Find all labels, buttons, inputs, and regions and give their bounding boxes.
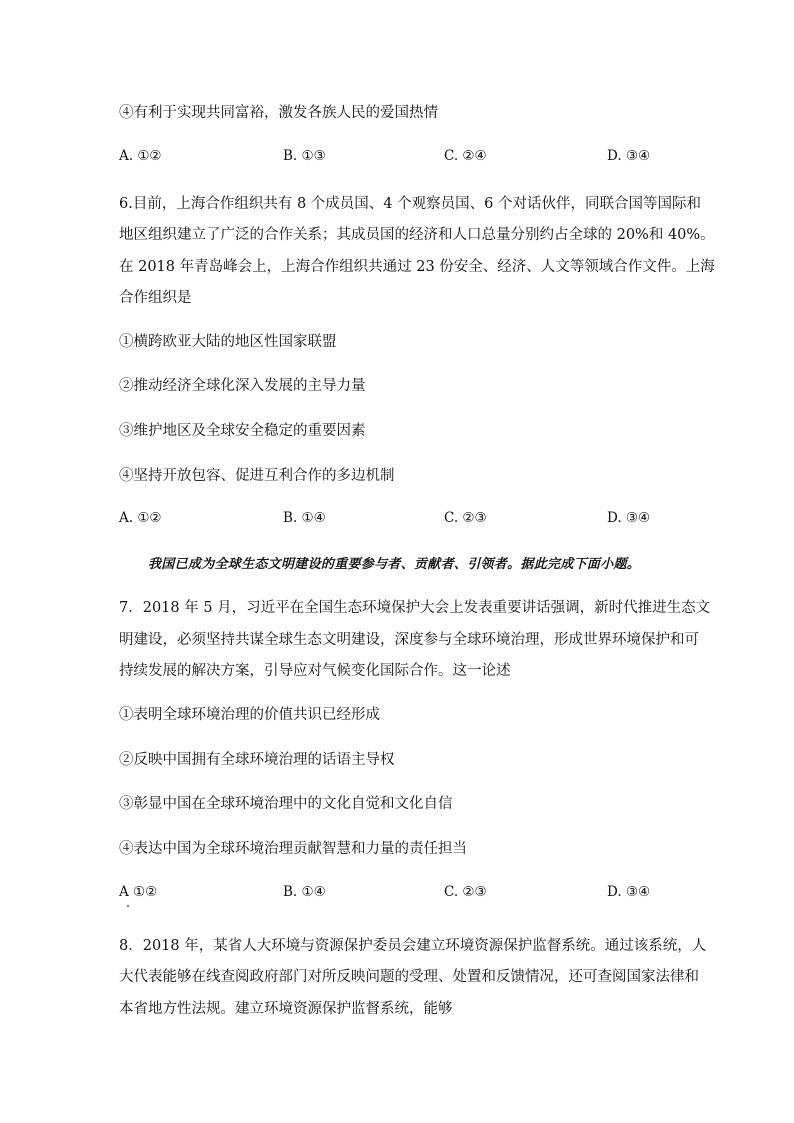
q7-option-b: B. ①④ [283,884,326,900]
q7-item-1: ①表明全球环境治理的价值共识已经形成 [119,707,380,723]
q7-stem-line-2: 明建设，必须坚持共谋全球生态文明建设，深度参与全球环境治理，形成世界环境保护和可 [119,632,699,648]
q6-option-a: A. ①② [119,510,162,526]
q6-option-b: B. ①④ [283,510,326,526]
q7-option-d: D. ③④ [607,884,651,900]
q5-option-c: C. ②④ [444,148,487,164]
section-intro: 我国已成为全球生态文明建设的重要参与者、贡献者、引领者。据此完成下面小题。 [148,557,641,572]
q5-option-b: B. ①③ [283,148,326,164]
q6-stem-line-4: 合作组织是 [119,290,192,306]
q7-stem-line-1: 7．2018 年 5 月，习近平在全国生态环境保护大会上发表重要讲话强调，新时代推进生态文 [119,600,711,616]
q7-option-c: C. ②③ [444,884,487,900]
q7-item-3: ③彰显中国在全球环境治理中的文化自觉和文化自信 [119,796,453,812]
q8-stem-line-2: 大代表能够在线查阅政府部门对所反映问题的受理、处置和反馈情况，还可查阅国家法律和 [119,969,699,985]
q7-option-a: A ①② [119,884,158,900]
q8-stem-line-1: 8．2018 年，某省人大环境与资源保护委员会建立环境资源保护监督系统。通过该系统，人 [119,938,707,954]
q6-item-2: ②推动经济全球化深入发展的主导力量 [119,378,366,394]
q5-item-4: ④有利于实现共同富裕，激发各族人民的爱国热情 [119,105,438,121]
q6-item-3: ③维护地区及全球安全稳定的重要因素 [119,423,366,439]
q6-option-c: C. ②③ [444,510,487,526]
q6-stem-line-3: 在 2018 年青岛峰会上，上海合作组织共通过 23 份安全、经济、人文等领域合作文件。上海 [119,259,715,275]
q5-option-a: A. ①② [119,148,162,164]
q5-option-d: D. ③④ [607,148,651,164]
q6-stem-line-1: 6.目前，上海合作组织共有 8 个成员国、4 个观察员国、6 个对话伙伴，同联合国等国际和 [119,196,701,212]
q6-item-1: ①横跨欧亚大陆的地区性国家联盟 [119,334,337,350]
q8-stem-line-3: 本省地方性法规。建立环境资源保护监督系统，能够 [119,1001,453,1017]
q7-item-4: ④表达中国为全球环境治理贡献智慧和力量的责任担当 [119,841,467,857]
scan-speck [127,905,129,907]
q7-stem-line-3: 持续发展的解决方案，引导应对气候变化国际合作。这一论述 [119,663,511,679]
q6-option-d: D. ③④ [607,510,651,526]
q7-item-2: ②反映中国拥有全球环境治理的话语主导权 [119,752,395,768]
q6-item-4: ④坚持开放包容、促进互利合作的多边机制 [119,468,395,484]
q6-stem-line-2: 地区组织建立了广泛的合作关系；其成员国的经济和人口总量分别约占全球的 20%和 40%。 [119,227,715,243]
